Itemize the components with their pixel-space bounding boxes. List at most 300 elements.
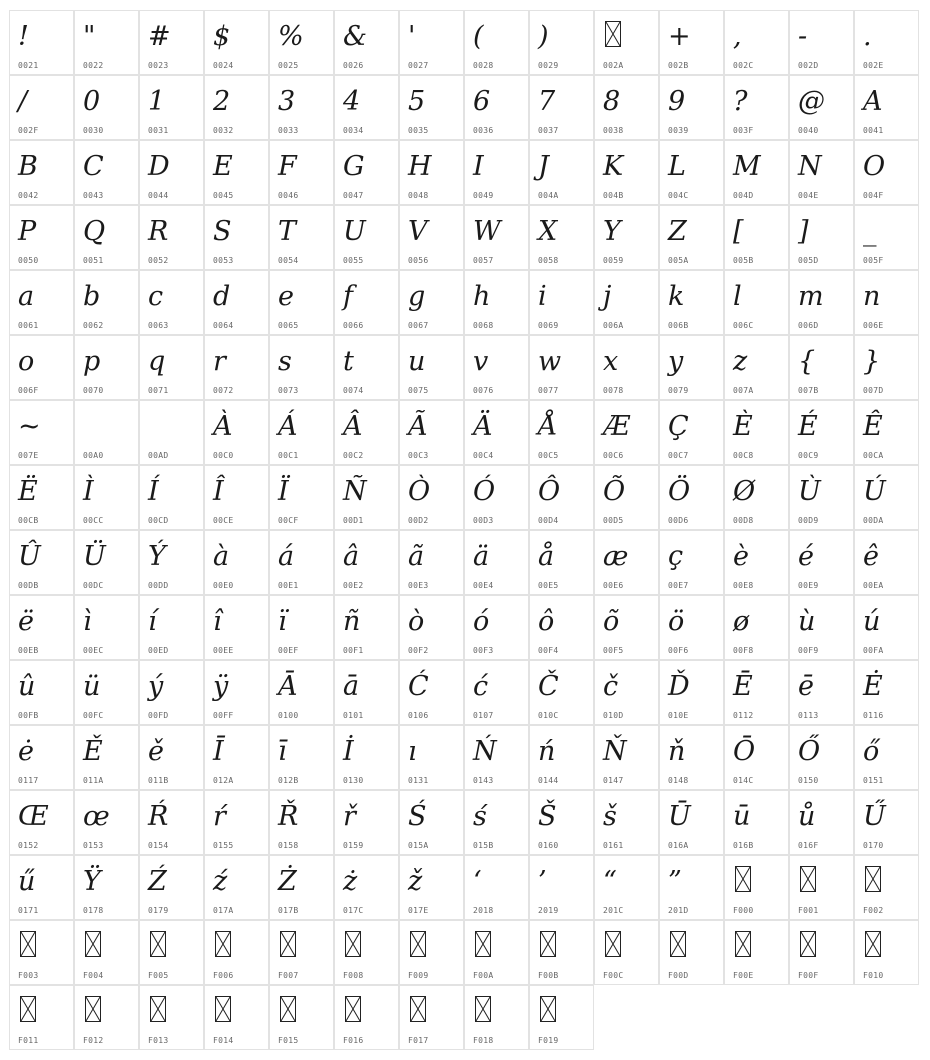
glyph-cell xyxy=(529,725,594,790)
glyph-code: 0063 xyxy=(148,321,169,330)
glyph-cell xyxy=(789,75,854,140)
glyph-code: 00E4 xyxy=(473,581,494,590)
glyph-code: 0042 xyxy=(18,191,39,200)
glyph-cell xyxy=(724,335,789,400)
glyph-code: 0034 xyxy=(343,126,364,135)
glyph-cell xyxy=(464,530,529,595)
glyph-code: 0131 xyxy=(408,776,429,785)
glyph-code: 00CE xyxy=(213,516,234,525)
glyph-cell xyxy=(204,660,269,725)
missing-glyph-icon xyxy=(735,931,751,957)
glyph-sample: 5 xyxy=(408,86,426,117)
glyph-code: 0062 xyxy=(83,321,104,330)
glyph-sample: M xyxy=(733,151,761,182)
glyph-cell xyxy=(659,660,724,725)
glyph-sample: Š xyxy=(538,801,557,832)
glyph-cell xyxy=(464,790,529,855)
glyph-sample: Æ xyxy=(603,411,631,442)
glyph-cell xyxy=(269,205,334,270)
glyph-cell xyxy=(724,595,789,660)
glyph-sample: ç xyxy=(668,541,684,572)
glyph-cell xyxy=(854,10,919,75)
glyph-cell xyxy=(269,790,334,855)
glyph-code: 0041 xyxy=(863,126,884,135)
glyph-code: 016F xyxy=(798,841,819,850)
glyph-code: 00E7 xyxy=(668,581,689,590)
glyph-sample: ó xyxy=(473,606,490,637)
glyph-sample: [ xyxy=(733,216,744,247)
glyph-code: 010E xyxy=(668,711,689,720)
glyph-code: 0113 xyxy=(798,711,819,720)
glyph-code: 0044 xyxy=(148,191,169,200)
glyph-code: 005D xyxy=(798,256,819,265)
glyph-sample: Ü xyxy=(83,541,106,572)
glyph-sample: / xyxy=(18,86,28,117)
glyph-code: F00A xyxy=(473,971,494,980)
glyph-code: 004F xyxy=(863,191,884,200)
glyph-code: 015A xyxy=(408,841,429,850)
glyph-code: 00E2 xyxy=(343,581,364,590)
glyph-sample: ! xyxy=(18,21,29,52)
glyph-cell xyxy=(659,270,724,335)
glyph-sample: z xyxy=(733,346,748,377)
glyph-cell xyxy=(334,920,399,985)
glyph-code: 004D xyxy=(733,191,754,200)
glyph-code: 0055 xyxy=(343,256,364,265)
glyph-cell xyxy=(139,205,204,270)
glyph-code: 0101 xyxy=(343,711,364,720)
glyph-sample: g xyxy=(408,281,426,312)
glyph-code: 006C xyxy=(733,321,754,330)
glyph-sample: Ä xyxy=(473,411,493,442)
glyph-sample: å xyxy=(538,541,555,572)
glyph-sample: R xyxy=(148,216,169,247)
glyph-sample: ī xyxy=(278,736,287,767)
glyph-code: 0107 xyxy=(473,711,494,720)
glyph-code: 00C0 xyxy=(213,451,234,460)
glyph-code: 0179 xyxy=(148,906,169,915)
glyph-code: 00EE xyxy=(213,646,234,655)
glyph-cell xyxy=(854,465,919,530)
glyph-sample: 2 xyxy=(213,86,231,117)
glyph-cell xyxy=(594,400,659,465)
glyph-cell xyxy=(724,660,789,725)
glyph-sample: Î xyxy=(213,476,224,507)
glyph-cell xyxy=(529,140,594,205)
glyph-sample: t xyxy=(343,346,354,377)
glyph-sample: ě xyxy=(148,736,164,767)
glyph-cell xyxy=(724,140,789,205)
glyph-code: 00D1 xyxy=(343,516,364,525)
glyph-code: 0058 xyxy=(538,256,559,265)
glyph-code: 00C5 xyxy=(538,451,559,460)
glyph-sample: ů xyxy=(798,801,816,832)
glyph-cell xyxy=(139,855,204,920)
glyph-code: 0077 xyxy=(538,386,559,395)
glyph-cell xyxy=(399,985,464,1050)
glyph-sample: õ xyxy=(603,606,620,637)
glyph-code: 002F xyxy=(18,126,39,135)
glyph-code: 00D3 xyxy=(473,516,494,525)
glyph-code: 016A xyxy=(668,841,689,850)
glyph-cell xyxy=(9,335,74,400)
glyph-code: 0112 xyxy=(733,711,754,720)
missing-glyph-icon xyxy=(540,931,556,957)
glyph-code: 0106 xyxy=(408,711,429,720)
glyph-code: 017A xyxy=(213,906,234,915)
glyph-sample: u xyxy=(408,346,426,377)
glyph-cell xyxy=(74,595,139,660)
glyph-cell xyxy=(789,140,854,205)
glyph-sample: ē xyxy=(798,671,814,702)
glyph-cell xyxy=(659,920,724,985)
glyph-cell xyxy=(74,725,139,790)
glyph-sample: Ū xyxy=(668,801,691,832)
glyph-code: 0036 xyxy=(473,126,494,135)
glyph-cell xyxy=(9,530,74,595)
glyph-cell xyxy=(724,725,789,790)
glyph-cell xyxy=(594,465,659,530)
glyph-code: 017B xyxy=(278,906,299,915)
glyph-code: 2019 xyxy=(538,906,559,915)
glyph-code: 0079 xyxy=(668,386,689,395)
glyph-code: 010C xyxy=(538,711,559,720)
glyph-sample: _ xyxy=(863,216,877,247)
glyph-code: 00D5 xyxy=(603,516,624,525)
glyph-code: 00FF xyxy=(213,711,234,720)
glyph-sample: Ď xyxy=(668,671,690,702)
glyph-cell xyxy=(854,335,919,400)
glyph-code: F015 xyxy=(278,1036,299,1045)
glyph-code: F006 xyxy=(213,971,234,980)
glyph-cell xyxy=(659,595,724,660)
glyph-code: 00D8 xyxy=(733,516,754,525)
glyph-code: F002 xyxy=(863,906,884,915)
glyph-cell xyxy=(204,790,269,855)
glyph-cell xyxy=(854,790,919,855)
glyph-cell xyxy=(399,140,464,205)
glyph-cell xyxy=(659,75,724,140)
glyph-cell xyxy=(464,855,529,920)
glyph-code: 00E5 xyxy=(538,581,559,590)
glyph-cell xyxy=(204,595,269,660)
glyph-cell xyxy=(399,400,464,465)
glyph-cell xyxy=(724,10,789,75)
missing-glyph-icon xyxy=(345,996,361,1022)
glyph-code: 0029 xyxy=(538,61,559,70)
glyph-code: 00C4 xyxy=(473,451,494,460)
glyph-sample: Ç xyxy=(668,411,689,442)
missing-glyph-icon xyxy=(865,866,881,892)
glyph-sample: ~ xyxy=(18,411,41,442)
glyph-cell xyxy=(139,400,204,465)
glyph-sample: Ň xyxy=(603,736,627,767)
glyph-cell xyxy=(464,335,529,400)
glyph-sample: Ű xyxy=(863,801,886,832)
glyph-sample: â xyxy=(343,541,360,572)
glyph-code: 0065 xyxy=(278,321,299,330)
glyph-code: F003 xyxy=(18,971,39,980)
glyph-code: 00C9 xyxy=(798,451,819,460)
glyph-grid xyxy=(9,10,920,1050)
glyph-code: 0158 xyxy=(278,841,299,850)
glyph-code: 00FD xyxy=(148,711,169,720)
glyph-cell xyxy=(399,725,464,790)
glyph-cell xyxy=(529,205,594,270)
glyph-cell xyxy=(854,400,919,465)
glyph-cell xyxy=(9,270,74,335)
glyph-sample: N xyxy=(798,151,822,182)
glyph-code: F019 xyxy=(538,1036,559,1045)
glyph-code: 0038 xyxy=(603,126,624,135)
glyph-cell xyxy=(334,790,399,855)
glyph-cell xyxy=(724,270,789,335)
glyph-code: F013 xyxy=(148,1036,169,1045)
glyph-sample: Ē xyxy=(733,671,753,702)
glyph-code: 0021 xyxy=(18,61,39,70)
glyph-sample: W xyxy=(473,216,501,247)
glyph-sample: - xyxy=(798,21,808,52)
missing-glyph-icon xyxy=(150,931,166,957)
glyph-code: 0073 xyxy=(278,386,299,395)
glyph-code: 2018 xyxy=(473,906,494,915)
glyph-sample: ń xyxy=(538,736,556,767)
glyph-sample: ) xyxy=(538,21,549,52)
glyph-sample: d xyxy=(213,281,231,312)
glyph-cell xyxy=(789,530,854,595)
glyph-sample: v xyxy=(473,346,489,377)
glyph-cell xyxy=(9,725,74,790)
glyph-sample: ø xyxy=(733,606,750,637)
glyph-sample: ś xyxy=(473,801,487,832)
missing-glyph-icon xyxy=(20,931,36,957)
glyph-sample: Í xyxy=(148,476,159,507)
glyph-sample: " xyxy=(83,21,96,52)
glyph-sample: x xyxy=(603,346,619,377)
glyph-cell xyxy=(9,595,74,660)
glyph-code: 00FA xyxy=(863,646,884,655)
glyph-code: 00C8 xyxy=(733,451,754,460)
glyph-cell xyxy=(334,400,399,465)
glyph-code: 006D xyxy=(798,321,819,330)
glyph-code: 00E0 xyxy=(213,581,234,590)
glyph-code: F007 xyxy=(278,971,299,980)
glyph-cell xyxy=(9,855,74,920)
glyph-cell xyxy=(724,920,789,985)
glyph-cell xyxy=(74,205,139,270)
glyph-code: 0100 xyxy=(278,711,299,720)
glyph-sample: E xyxy=(213,151,233,182)
glyph-cell xyxy=(659,10,724,75)
glyph-sample: ő xyxy=(863,736,880,767)
glyph-sample: À xyxy=(213,411,233,442)
glyph-sample: Ś xyxy=(408,801,427,832)
glyph-cell xyxy=(789,10,854,75)
glyph-cell xyxy=(9,140,74,205)
glyph-sample: ‘ xyxy=(473,866,482,897)
glyph-cell xyxy=(789,465,854,530)
glyph-code: 00E3 xyxy=(408,581,429,590)
glyph-code: 0071 xyxy=(148,386,169,395)
glyph-cell xyxy=(74,400,139,465)
glyph-cell xyxy=(659,335,724,400)
glyph-cell xyxy=(464,400,529,465)
glyph-cell xyxy=(464,595,529,660)
glyph-sample: ű xyxy=(18,866,36,897)
glyph-cell xyxy=(334,530,399,595)
glyph-sample: + xyxy=(668,21,691,52)
glyph-cell xyxy=(269,920,334,985)
glyph-sample: Q xyxy=(83,216,106,247)
glyph-sample: T xyxy=(278,216,297,247)
glyph-sample: 8 xyxy=(603,86,621,117)
glyph-sample: í xyxy=(148,606,157,637)
glyph-cell xyxy=(464,10,529,75)
glyph-sample: Ŕ xyxy=(148,801,169,832)
glyph-code: F001 xyxy=(798,906,819,915)
glyph-sample: I xyxy=(473,151,484,182)
glyph-cell xyxy=(204,400,269,465)
glyph-sample: è xyxy=(733,541,749,572)
glyph-cell xyxy=(789,205,854,270)
glyph-cell xyxy=(529,920,594,985)
glyph-code: 00F2 xyxy=(408,646,429,655)
missing-glyph-icon xyxy=(280,931,296,957)
missing-glyph-icon xyxy=(605,931,621,957)
glyph-sample: % xyxy=(278,21,304,52)
glyph-sample: J xyxy=(538,151,549,182)
glyph-code: 0064 xyxy=(213,321,234,330)
glyph-cell xyxy=(74,530,139,595)
glyph-code: 00D9 xyxy=(798,516,819,525)
glyph-code: 00C6 xyxy=(603,451,624,460)
glyph-sample: H xyxy=(408,151,432,182)
glyph-code: 0024 xyxy=(213,61,234,70)
glyph-sample: ù xyxy=(798,606,816,637)
glyph-code: 0171 xyxy=(18,906,39,915)
glyph-sample: Z xyxy=(668,216,687,247)
glyph-code: 005B xyxy=(733,256,754,265)
glyph-code: 0039 xyxy=(668,126,689,135)
glyph-sample: ú xyxy=(863,606,881,637)
glyph-cell xyxy=(139,465,204,530)
glyph-cell xyxy=(659,725,724,790)
glyph-code: 00C3 xyxy=(408,451,429,460)
glyph-sample: ÿ xyxy=(213,671,229,702)
glyph-sample: Ā xyxy=(278,671,298,702)
glyph-code: F005 xyxy=(148,971,169,980)
glyph-cell xyxy=(529,400,594,465)
missing-glyph-icon xyxy=(735,866,751,892)
glyph-sample: ë xyxy=(18,606,34,637)
glyph-code: 0053 xyxy=(213,256,234,265)
glyph-cell xyxy=(464,660,529,725)
glyph-sample: A xyxy=(863,86,883,117)
glyph-code: 0035 xyxy=(408,126,429,135)
glyph-sample: ı xyxy=(408,736,417,767)
glyph-cell xyxy=(204,465,269,530)
glyph-sample: Ń xyxy=(473,736,497,767)
glyph-code: 0040 xyxy=(798,126,819,135)
glyph-cell xyxy=(854,140,919,205)
glyph-code: F008 xyxy=(343,971,364,980)
glyph-cell xyxy=(594,270,659,335)
glyph-cell xyxy=(269,855,334,920)
missing-glyph-icon xyxy=(280,996,296,1022)
glyph-cell xyxy=(204,335,269,400)
glyph-sample: L xyxy=(668,151,686,182)
glyph-cell xyxy=(334,270,399,335)
glyph-cell xyxy=(269,595,334,660)
glyph-sample: 7 xyxy=(538,86,556,117)
glyph-code: 004A xyxy=(538,191,559,200)
glyph-cell xyxy=(334,75,399,140)
glyph-cell xyxy=(139,790,204,855)
glyph-cell xyxy=(74,790,139,855)
glyph-sample: Ï xyxy=(278,476,289,507)
glyph-cell xyxy=(74,335,139,400)
glyph-sample: Á xyxy=(278,411,298,442)
glyph-code: 00D6 xyxy=(668,516,689,525)
glyph-cell xyxy=(204,270,269,335)
glyph-code: 0130 xyxy=(343,776,364,785)
glyph-code: 00FC xyxy=(83,711,104,720)
glyph-sample: ć xyxy=(473,671,489,702)
glyph-cell xyxy=(399,660,464,725)
glyph-cell xyxy=(594,205,659,270)
glyph-sample: İ xyxy=(343,736,354,767)
glyph-code: 0031 xyxy=(148,126,169,135)
glyph-cell xyxy=(74,920,139,985)
glyph-code: 00F6 xyxy=(668,646,689,655)
glyph-code: 0059 xyxy=(603,256,624,265)
glyph-sample: Ő xyxy=(798,736,821,767)
glyph-cell xyxy=(334,465,399,530)
missing-glyph-icon xyxy=(670,931,686,957)
glyph-code: 0052 xyxy=(148,256,169,265)
glyph-sample: ê xyxy=(863,541,879,572)
glyph-cell xyxy=(269,465,334,530)
glyph-code: 0032 xyxy=(213,126,234,135)
glyph-sample: } xyxy=(863,346,881,377)
glyph-code: 006A xyxy=(603,321,624,330)
glyph-cell xyxy=(9,10,74,75)
glyph-sample: Ź xyxy=(148,866,167,897)
glyph-cell xyxy=(399,335,464,400)
missing-glyph-icon xyxy=(605,21,621,47)
glyph-cell xyxy=(269,985,334,1050)
glyph-sample: Ó xyxy=(473,476,496,507)
glyph-code: 00ED xyxy=(148,646,169,655)
glyph-cell xyxy=(334,725,399,790)
glyph-sample: œ xyxy=(83,801,110,832)
glyph-code: 0051 xyxy=(83,256,104,265)
glyph-code: 017C xyxy=(343,906,364,915)
glyph-code: F00C xyxy=(603,971,624,980)
glyph-sample: Ý xyxy=(148,541,166,572)
glyph-cell xyxy=(659,465,724,530)
glyph-cell xyxy=(854,725,919,790)
glyph-sample: ö xyxy=(668,606,685,637)
glyph-sample: û xyxy=(18,671,36,702)
glyph-sample: Ò xyxy=(408,476,431,507)
glyph-sample: Y xyxy=(603,216,621,247)
glyph-code: 00AD xyxy=(148,451,169,460)
glyph-sample: # xyxy=(148,21,171,52)
glyph-code: 0028 xyxy=(473,61,494,70)
glyph-cell xyxy=(464,140,529,205)
glyph-cell xyxy=(529,595,594,660)
